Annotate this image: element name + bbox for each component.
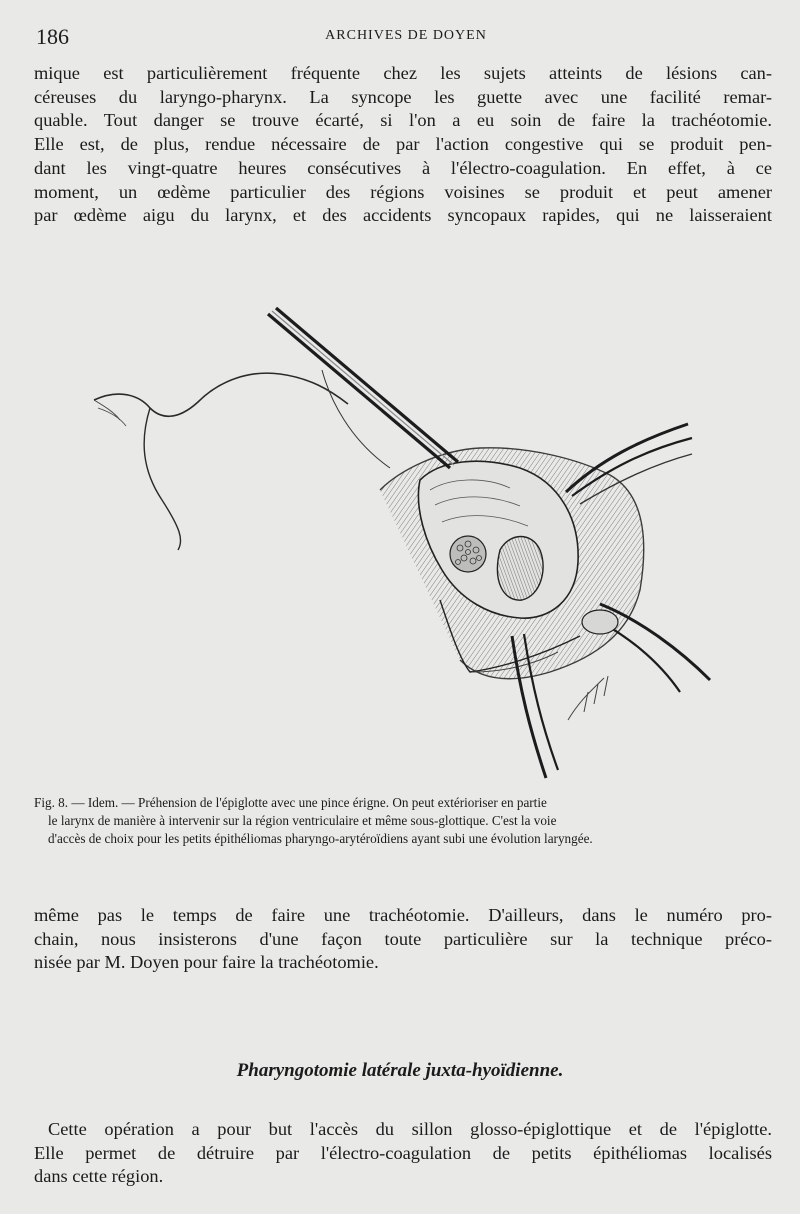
text-line: Elle permet de détruire par l'électro-coagulation de petits épithéliomas localisés (34, 1142, 772, 1163)
text-line: Cette opération a pour but l'accès du sillon glosso-épiglottique et de l'épiglotte. (48, 1119, 772, 1139)
running-head: ARCHIVES DE DOYEN (325, 28, 487, 43)
caption-line: Fig. 8. — Idem. — Préhension de l'épiglotte avec une pince érigne. On peut extérioriser en partie (34, 795, 547, 810)
caption-line: le larynx de manière à intervenir sur la région ventriculaire et même sous-glottique. C'est la voie (48, 813, 557, 828)
text-line: chain, nous insisterons d'une façon toute particulière sur la technique préco- (34, 928, 772, 949)
text-line: mique est particulièrement fréquente chez les sujets atteints de lésions can- (34, 63, 772, 83)
text-line: quable. Tout danger se trouve écarté, si l'on a eu soin de faire la trachéotomie. (34, 110, 772, 131)
surgical-illustration (80, 300, 720, 790)
page-header (36, 22, 776, 52)
section-title: Pharyngotomie latérale juxta-hyoïdienne. (236, 1060, 564, 1081)
caption-line: d'accès de choix pour les petits épithéliomas pharyngo-arytéroïdiens ayant subi une évolution laryngée. (48, 831, 593, 846)
body-paragraph-1 (34, 62, 772, 228)
text-line: nisée par M. Doyen pour faire la trachéotomie. (34, 952, 379, 973)
text-line: céreuses du laryngo-pharynx. La syncope les guette avec une facilité remar- (34, 86, 772, 107)
page-number: 186 (36, 24, 69, 49)
text-line: par œdème aigu du larynx, et des accidents syncopaux rapides, qui ne laisseraient (34, 205, 772, 226)
body-paragraph-2 (34, 904, 772, 975)
text-line: dans cette région. (34, 1166, 164, 1187)
body-paragraph-3 (34, 1118, 772, 1189)
text-line: moment, un œdème particulier des régions voisines se produit et peut amener (34, 181, 772, 202)
text-line: dant les vingt-quatre heures consécutives à l'électro-coagulation. En effet, à ce (34, 157, 772, 178)
text-line: même pas le temps de faire une trachéotomie. D'ailleurs, dans le numéro pro- (34, 905, 772, 925)
figure-caption (34, 794, 772, 848)
text-line: Elle est, de plus, rendue nécessaire de par l'action congestive qui se produit pen- (34, 134, 772, 155)
